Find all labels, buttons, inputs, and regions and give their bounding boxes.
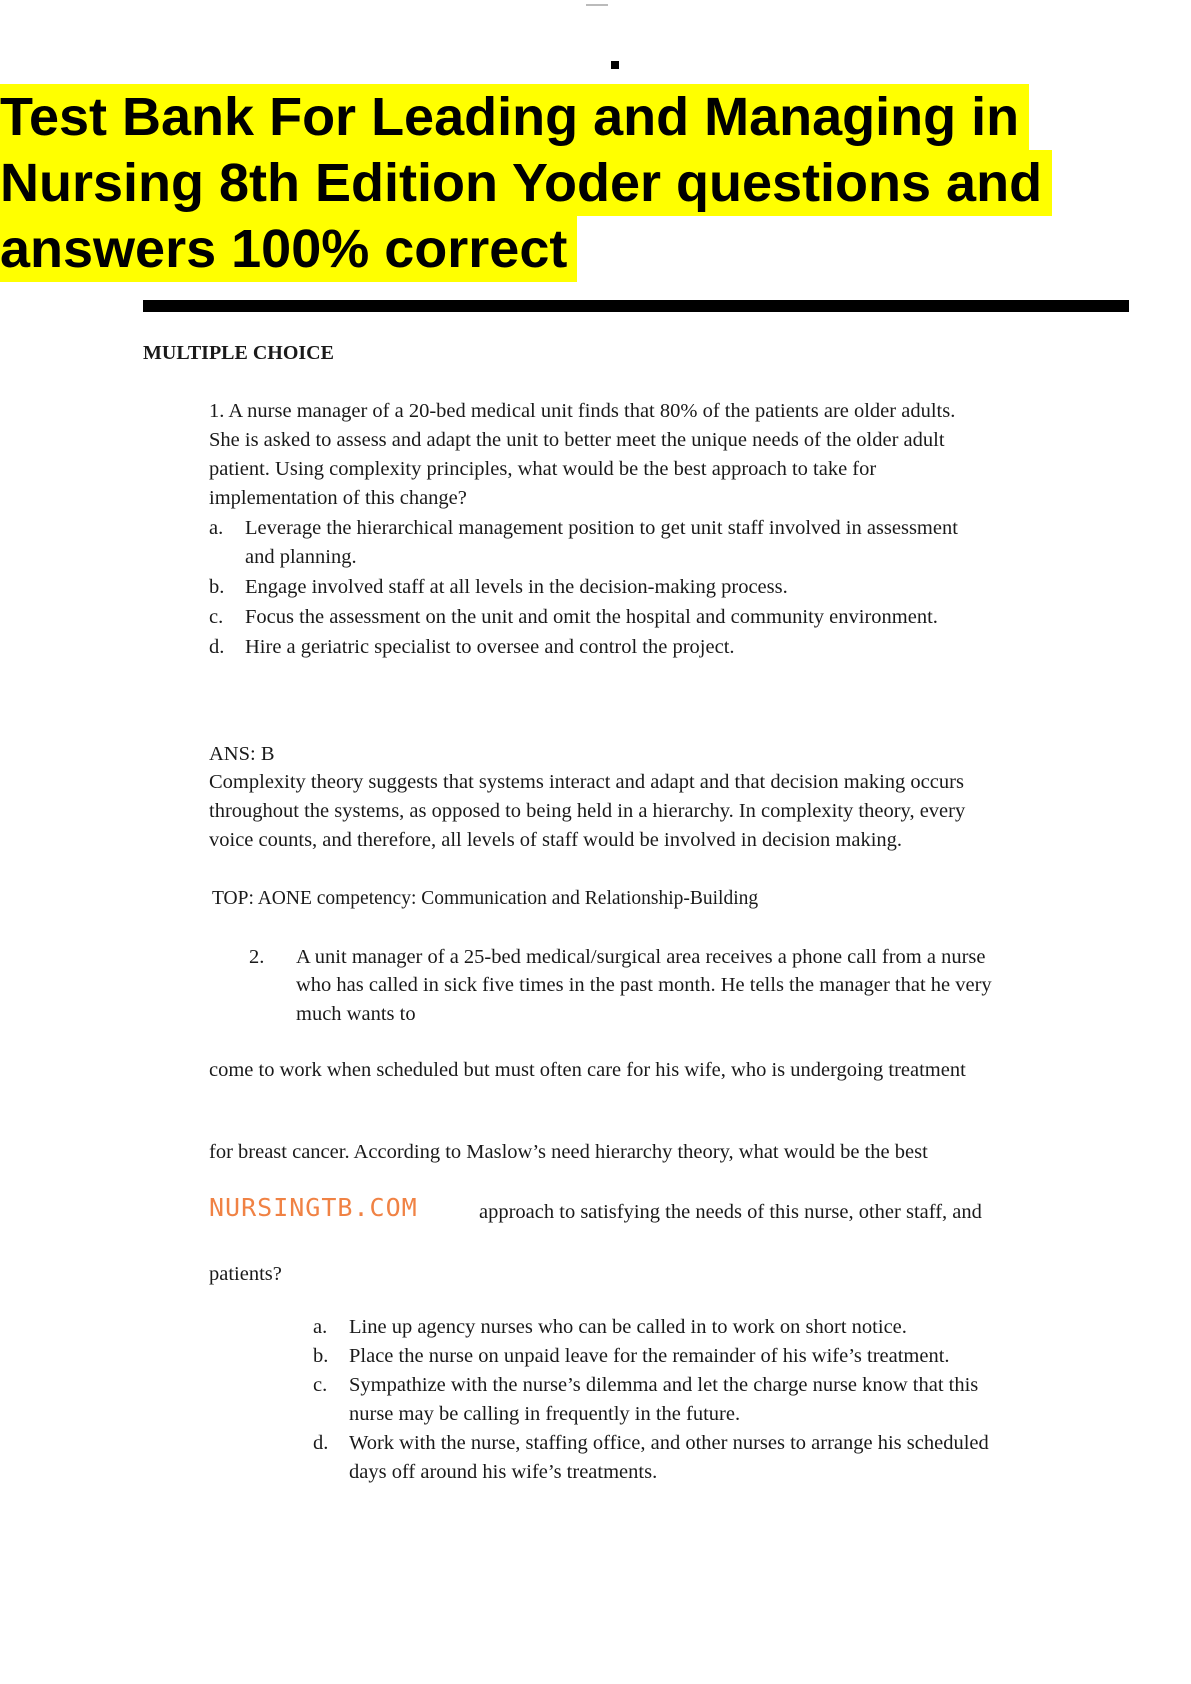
- q2-continuation: come to work when scheduled but must often care for his wife, who is undergoing treatment: [209, 1059, 966, 1081]
- q1-stem-line: patient. Using complexity principles, what would be the best approach to take for: [209, 458, 877, 480]
- q1-answer: [209, 740, 275, 769]
- option-text: Line up agency nurses who can be called in to work on short notice.: [349, 1316, 907, 1338]
- q1-stem-line: She is asked to assess and adapt the unit to better meet the unique needs of the older adult: [209, 429, 945, 451]
- option-text: Work with the nurse, staffing office, and other nurses to arrange his scheduled: [349, 1432, 989, 1454]
- answer-label: ANS:: [209, 743, 256, 765]
- q2-stem-line: A unit manager of a 25-bed medical/surgical area receives a phone call from a nurse: [296, 946, 986, 968]
- option-text: and planning.: [245, 546, 357, 568]
- title-line-3: answers 100% correct: [0, 216, 577, 282]
- q1-stem-line: implementation of this change?: [209, 487, 467, 509]
- title-line-2: Nursing 8th Edition Yoder questions and: [0, 150, 1052, 216]
- option-text: Sympathize with the nurse’s dilemma and let the charge nurse know that this: [349, 1374, 979, 1396]
- answer-value: B: [260, 743, 275, 765]
- option-letter: a.: [209, 517, 224, 539]
- option-text: days off around his wife’s treatments.: [349, 1461, 658, 1483]
- q2-continuation: patients?: [209, 1263, 282, 1285]
- option-letter: b.: [313, 1345, 329, 1367]
- bullet-dot: [611, 61, 619, 69]
- q1-stem-line: 1. A nurse manager of a 20-bed medical unit finds that 80% of the patients are older adults.: [209, 400, 956, 422]
- q1-topic: TOP: AONE competency: Communication and Relationship-Building: [212, 888, 759, 909]
- option-text: Place the nurse on unpaid leave for the remainder of his wife’s treatment.: [349, 1345, 950, 1367]
- q1-rationale-line: Complexity theory suggests that systems interact and adapt and that decision making occurs: [209, 771, 964, 793]
- option-letter: d.: [313, 1432, 329, 1454]
- q2-continuation: for breast cancer. According to Maslow’s need hierarchy theory, what would be the best: [209, 1141, 928, 1163]
- option-text: Focus the assessment on the unit and omit the hospital and community environment.: [245, 606, 938, 628]
- option-letter: c.: [209, 606, 224, 628]
- option-text: Engage involved staff at all levels in the decision-making process.: [245, 576, 788, 598]
- q1-rationale-line: throughout the systems, as opposed to being held in a hierarchy. In complexity theory, every: [209, 800, 966, 822]
- option-text: Hire a geriatric specialist to oversee and control the project.: [245, 636, 735, 658]
- q2-continuation: approach to satisfying the needs of this nurse, other staff, and: [479, 1201, 982, 1223]
- option-letter: b.: [209, 576, 225, 598]
- header-mark: [586, 4, 608, 6]
- option-text: nurse may be calling in frequently in the future.: [349, 1403, 741, 1425]
- q2-stem-line: much wants to: [296, 1003, 416, 1025]
- option-letter: d.: [209, 636, 225, 658]
- option-text: Leverage the hierarchical management position to get unit staff involved in assessment: [245, 517, 958, 539]
- section-heading: MULTIPLE CHOICE: [143, 342, 334, 364]
- title-divider: [143, 300, 1129, 312]
- title-line-1: Test Bank For Leading and Managing in: [0, 84, 1029, 150]
- watermark-logo: NURSINGTB.COM: [209, 1193, 418, 1222]
- q1-rationale-line: voice counts, and therefore, all levels of staff would be involved in decision making.: [209, 829, 903, 851]
- option-letter: c.: [313, 1374, 328, 1396]
- option-letter: a.: [313, 1316, 328, 1338]
- q2-stem-line: who has called in sick five times in the past month. He tells the manager that he very: [296, 974, 992, 996]
- q2-number: 2.: [249, 946, 265, 968]
